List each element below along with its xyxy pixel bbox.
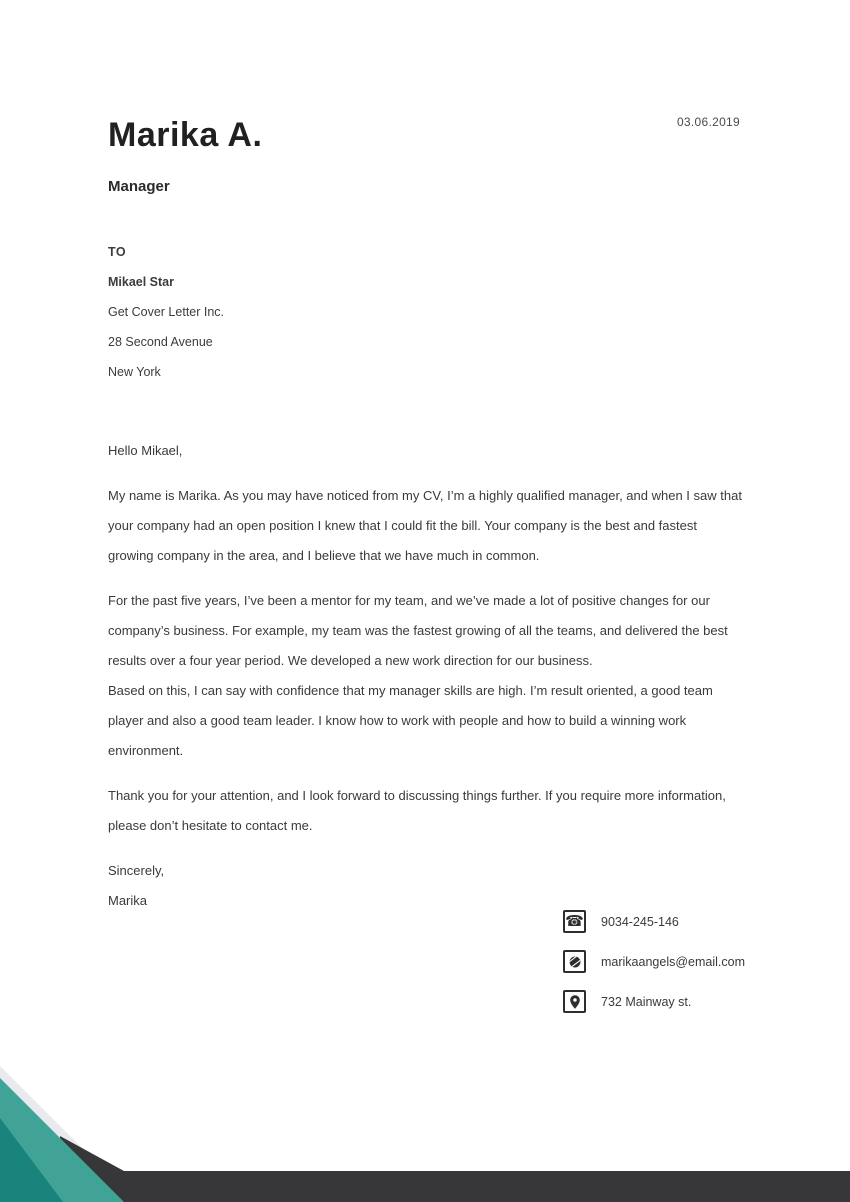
letter-date: 03.06.2019	[676, 115, 740, 129]
signature: Marika	[108, 893, 148, 908]
sender-job-title: Manager	[108, 178, 170, 195]
location-pin-icon	[563, 990, 586, 1013]
charcoal-band	[60, 1136, 850, 1202]
recipient-company: Get Cover Letter Inc.	[108, 305, 225, 319]
globe-icon	[563, 950, 586, 973]
phone-icon	[563, 910, 586, 933]
phone-number: 9034-245-146	[601, 914, 679, 929]
globe-icon-svg	[567, 954, 583, 970]
letter-body	[108, 436, 744, 916]
sender-name: Marika A.	[108, 116, 263, 154]
contact-block	[563, 910, 745, 1030]
paragraph: Based on this, I can say with confidence that my manager skills are high. I’m result oriented, a good team player and also a good team leader. I know how to work with people and how to build a winning work environment.	[108, 683, 713, 758]
location-pin-svg	[567, 994, 583, 1010]
street-address: 732 Mainway st.	[601, 994, 692, 1009]
recipient-block	[108, 237, 224, 387]
corner-decoration	[0, 1040, 850, 1202]
contact-row-email	[563, 950, 745, 973]
contact-row-address	[563, 990, 745, 1013]
recipient-street: 28 Second Avenue	[108, 335, 213, 349]
paragraph: For the past five years, I’ve been a mentor for my team, and we’ve made a lot of positive changes for our company’s business. For example, my team was the fastest growing of all the teams, and delivered the best results over a four year period. We developed a new work direction for our business.	[108, 593, 728, 668]
closing: Sincerely,	[108, 863, 165, 878]
recipient-name: Mikael Star	[108, 275, 175, 289]
greeting: Hello Mikael,	[108, 443, 183, 458]
recipient-city: New York	[108, 365, 161, 379]
paragraph: My name is Marika. As you may have noticed from my CV, I’m a highly qualified manager, and when I saw that your company had an open position I knew that I could fit the bill. Your company is the best and fastest growing company in the area, and I believe that we have much in common.	[108, 488, 742, 563]
contact-row-phone	[563, 910, 745, 933]
paragraph: Thank you for your attention, and I look forward to discussing things further. If you require more information, please don’t hesitate to contact me.	[108, 788, 726, 833]
email-address: marikaangels@email.com	[601, 954, 745, 969]
phone-glyph: ☎	[565, 912, 584, 930]
to-label: TO	[108, 245, 127, 259]
